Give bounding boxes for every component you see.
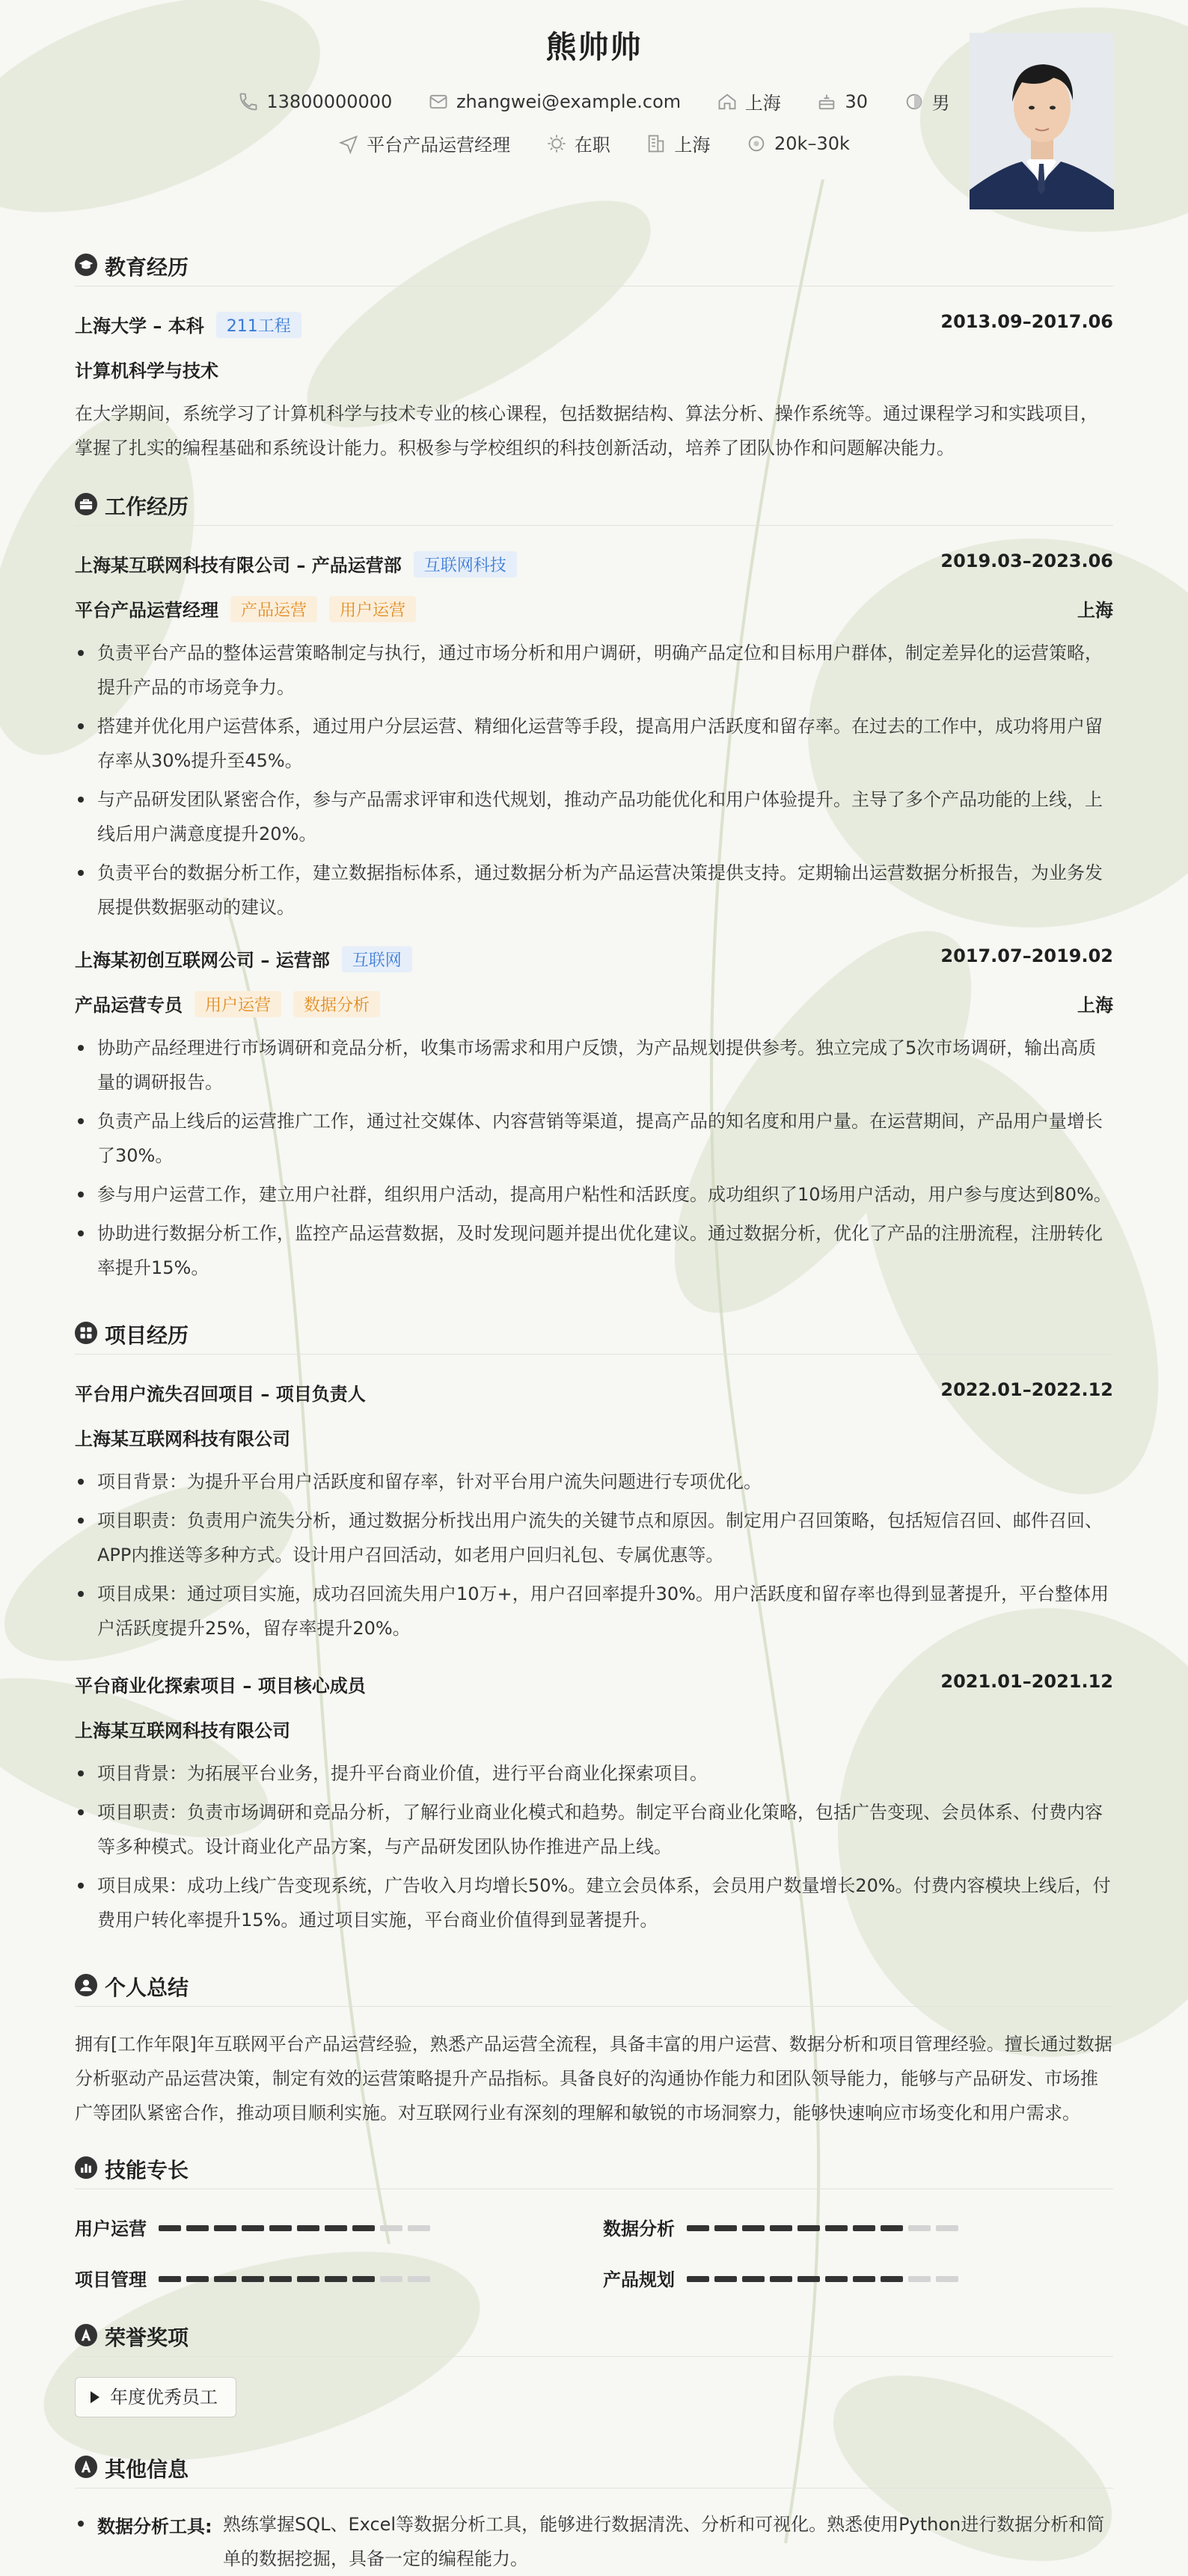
- project-name: 平台商业化探索项目 – 项目核心成员: [75, 1675, 366, 1696]
- skill-item: [603, 2214, 992, 2239]
- project-1-org: [75, 1424, 1113, 1450]
- skill-segment-empty: [408, 2276, 430, 2282]
- job-title: 平台产品运营经理: [75, 600, 218, 621]
- skill-segment-empty: [908, 2225, 931, 2231]
- skill-segment-filled: [159, 2276, 181, 2282]
- company-name: 上海某初创互联网公司 – 运营部: [75, 950, 330, 971]
- work-city: 上海: [1077, 600, 1113, 621]
- list-item: 协助进行数据分析工作，监控产品运营数据，及时发现问题并提出优化建议。通过数据分析，优化了产品的注册流程，注册转化率提升15%。: [75, 1216, 1113, 1285]
- gender-icon: [904, 91, 925, 112]
- skill-segment-filled: [242, 2225, 264, 2231]
- list-item: 负责产品上线后的运营推广工作，通过社交媒体、内容营销等渠道，提高产品的知名度和用户量。在运营期间，产品用户量增长了30%。: [75, 1104, 1113, 1173]
- skill-segment-filled: [881, 2276, 903, 2282]
- skill-segment-filled: [881, 2225, 903, 2231]
- skill-segment-filled: [297, 2276, 319, 2282]
- skill-segment-filled: [853, 2276, 875, 2282]
- skill-segment-filled: [742, 2225, 765, 2231]
- age-icon: [816, 91, 837, 112]
- status-icon: [546, 133, 567, 154]
- home-icon: [717, 91, 738, 112]
- mail-icon: [428, 91, 449, 112]
- salary-item: 20k–30k: [746, 132, 850, 154]
- work-entry-2-header: [75, 945, 1113, 971]
- work-city: 上海: [1077, 995, 1113, 1016]
- skill-name: 用户运营: [75, 2218, 147, 2239]
- skill-name: 数据分析: [603, 2218, 675, 2239]
- job-title: 产品运营专员: [75, 995, 183, 1016]
- school-tag: 211工程: [216, 312, 301, 338]
- list-item: 协助产品经理进行市场调研和竞品分析，收集市场需求和用户反馈，为产品规划提供参考。独立完成了5次市场调研，输出高质量的调研报告。: [75, 1031, 1113, 1100]
- candidate-name: 熊帅帅: [545, 29, 643, 65]
- summary-text: 拥有[工作年限]年互联网平台产品运营经验，熟悉产品运营全流程，具备丰富的用户运营、数据分析和项目管理经验。擅长通过数据分析驱动产品运营决策，制定有效的运营策略提升产品指标。具备良好的沟通协作能力和团队领导能力，能够与产品研发、市场推广等团队紧密合作，推动项目顺利实施。对互联网行业有深刻的理解和敏锐的市场洞察力，能够快速响应市场变化和用户需求。: [75, 2034, 1112, 2123]
- other-label: 数据分析工具:: [97, 2516, 212, 2537]
- skill-segment-filled: [853, 2225, 875, 2231]
- work-date: 2019.03–2023.06: [940, 551, 1113, 571]
- salary-icon: [746, 133, 767, 154]
- send-icon: [338, 133, 359, 154]
- work-entry-2-bullets: [75, 1031, 1113, 1289]
- skill-segment-filled: [352, 2225, 375, 2231]
- list-item: 项目成果：成功上线广告变现系统，广告收入月均增长50%。建立会员体系，会员用户数量增长20%。付费内容模块上线后，付费用户转化率提升15%。通过项目实施，平台商业价值得到显著提升。: [75, 1868, 1113, 1937]
- other-text: 熟练掌握SQL、Excel等数据分析工具，能够进行数据清洗、分析和可视化。熟悉使用Python进行数据分析和简单的数据挖掘，具备一定的编程能力。: [223, 2514, 1105, 2569]
- job-tag: 数据分析: [293, 991, 380, 1017]
- list-item: 项目背景：为提升平台用户活跃度和留存率，针对平台用户流失问题进行专项优化。: [75, 1465, 1113, 1499]
- location-item: 上海: [717, 88, 781, 114]
- age-item: 30: [816, 91, 868, 112]
- job-tag: 用户运营: [329, 596, 416, 622]
- industry-tag: 互联网: [342, 946, 412, 972]
- skill-segment-filled: [797, 2276, 820, 2282]
- list-item: 与产品研发团队紧密合作，参与产品需求评审和迭代规划，推动产品功能优化和用户体验提升。主导了多个产品功能的上线，上线后用户满意度提升20%。: [75, 782, 1113, 851]
- project-2-org: [75, 1716, 1113, 1741]
- major-name: 计算机科学与技术: [75, 361, 218, 381]
- skill-segment-empty: [408, 2225, 430, 2231]
- graduation-cap-icon: [75, 254, 97, 276]
- profile-photo: [970, 33, 1114, 209]
- work-section-header: 工作经历: [75, 489, 1113, 526]
- skill-segment-filled: [325, 2225, 347, 2231]
- project-name: 平台用户流失召回项目 – 项目负责人: [75, 1384, 366, 1405]
- skill-segment-filled: [770, 2225, 792, 2231]
- skill-item: [75, 2214, 464, 2239]
- skill-segment-filled: [714, 2276, 737, 2282]
- company-name: 上海某互联网科技有限公司 – 产品运营部: [75, 555, 402, 576]
- project-2-bullets: [75, 1756, 1113, 1942]
- skill-segment-filled: [714, 2225, 737, 2231]
- industry-tag: 互联网科技: [414, 551, 517, 577]
- bar-chart-icon: [75, 2156, 97, 2179]
- project-organization: 上海某互联网科技有限公司: [75, 1720, 290, 1741]
- award-icon: [75, 2324, 97, 2346]
- skill-segment-empty: [936, 2225, 958, 2231]
- project-2-header: [75, 1671, 1113, 1696]
- briefcase-icon: [75, 493, 97, 515]
- summary-section-header: 个人总结: [75, 1970, 1113, 2007]
- skill-segment-filled: [269, 2276, 292, 2282]
- list-item: 负责平台产品的整体运营策略制定与执行，通过市场分析和用户调研，明确产品定位和目标用户群体，制定差异化的运营策略，提升产品的市场竞争力。: [75, 636, 1113, 705]
- school-name: 上海大学 – 本科: [75, 316, 204, 337]
- education-date: 2013.09–2017.06: [940, 311, 1113, 332]
- education-section-header: 教育经历: [75, 250, 1113, 286]
- list-item: 项目成果：通过项目实施，成功召回流失用户10万+，用户召回率提升30%。用户活跃度和留存率也得到显著提升，平台整体用户活跃度提升25%，留存率提升20%。: [75, 1577, 1113, 1646]
- skill-segment-empty: [936, 2276, 958, 2282]
- awards-section-header: 荣誉奖项: [75, 2320, 1113, 2357]
- job-tag: 用户运营: [195, 991, 281, 1017]
- award-badge: [75, 2377, 236, 2417]
- list-item: 搭建并优化用户运营体系，通过用户分层运营、精细化运营等手段，提高用户活跃度和留存率。在过去的工作中，成功将用户留存率从30%提升至45%。: [75, 709, 1113, 778]
- skill-segment-filled: [186, 2225, 209, 2231]
- list-item: 项目背景：为拓展平台业务，提升平台商业价值，进行平台商业化探索项目。: [75, 1756, 1113, 1791]
- building-icon: [646, 133, 667, 154]
- phone-item: 13800000000: [238, 91, 392, 112]
- work-entry-1-bullets: [75, 636, 1113, 929]
- skill-segment-filled: [742, 2276, 765, 2282]
- award-name: 年度优秀员工: [110, 2387, 218, 2408]
- grid-icon: [75, 1322, 97, 1344]
- work-entry-1-title: [75, 595, 1113, 621]
- skill-segment-filled: [797, 2225, 820, 2231]
- target-position-item: 平台产品运营经理: [338, 130, 510, 156]
- job-status-item: 在职: [546, 130, 610, 156]
- skill-segment-filled: [687, 2276, 709, 2282]
- play-icon: [91, 2391, 99, 2403]
- info-icon: [75, 2456, 97, 2478]
- work-entry-2-title: [75, 990, 1113, 1016]
- list-item: 参与用户运营工作，建立用户社群，组织用户活动，提高用户粘性和活跃度。成功组织了10场用户活动，用户参与度达到80%。: [75, 1177, 1113, 1212]
- other-section-header: 其他信息: [75, 2452, 1113, 2488]
- skill-segment-filled: [297, 2225, 319, 2231]
- skill-segment-filled: [352, 2276, 375, 2282]
- skill-segment-filled: [825, 2225, 848, 2231]
- job-tag: 产品运营: [230, 596, 317, 622]
- project-1-header: [75, 1379, 1113, 1405]
- education-entry-header: [75, 311, 1113, 337]
- project-date: 2021.01–2021.12: [940, 1671, 1113, 1692]
- work-entry-1-header: [75, 551, 1113, 576]
- skill-item: [75, 2265, 464, 2290]
- education-major-line: [75, 356, 1113, 381]
- skill-segment-empty: [380, 2225, 402, 2231]
- skill-segment-filled: [242, 2276, 264, 2282]
- skill-segment-filled: [186, 2276, 209, 2282]
- project-1-bullets: [75, 1465, 1113, 1650]
- skill-item: [603, 2265, 992, 2290]
- list-item: 负责平台的数据分析工作，建立数据指标体系，通过数据分析为产品运营决策提供支持。定期输出运营数据分析报告，为业务发展提供数据驱动的建议。: [75, 856, 1113, 924]
- skill-name: 产品规划: [603, 2269, 675, 2290]
- skill-name: 项目管理: [75, 2269, 147, 2290]
- email-item: zhangwei@example.com: [428, 91, 681, 112]
- projects-section-header: 项目经历: [75, 1318, 1113, 1355]
- skills-section-header: 技能专长: [75, 2153, 1113, 2189]
- user-icon: [75, 1974, 97, 1996]
- project-organization: 上海某互联网科技有限公司: [75, 1429, 290, 1450]
- work-date: 2017.07–2019.02: [940, 945, 1113, 966]
- skill-segment-filled: [269, 2225, 292, 2231]
- education-description: 在大学期间，系统学习了计算机科学与技术专业的核心课程，包括数据结构、算法分析、操作系统等。通过课程学习和实践项目，掌握了扎实的编程基础和系统设计能力。积极参与学校组织的科技创新活动，培养了团队协作和问题解决能力。: [75, 403, 1098, 459]
- skill-segment-filled: [159, 2225, 181, 2231]
- skill-segment-filled: [770, 2276, 792, 2282]
- skill-segment-empty: [380, 2276, 402, 2282]
- skill-segment-filled: [214, 2276, 236, 2282]
- phone-icon: [238, 91, 259, 112]
- skill-segment-filled: [325, 2276, 347, 2282]
- skill-segment-filled: [825, 2276, 848, 2282]
- gender-item: 男: [904, 88, 950, 114]
- target-city-item: 上海: [646, 130, 710, 156]
- list-item: 项目职责：负责用户流失分析，通过数据分析找出用户流失的关键节点和原因。制定用户召回策略，包括短信召回、邮件召回、APP内推送等多种方式。设计用户召回活动，如老用户回归礼包、专属优惠等。: [75, 1503, 1113, 1572]
- skill-segment-empty: [908, 2276, 931, 2282]
- skill-segment-filled: [687, 2225, 709, 2231]
- project-date: 2022.01–2022.12: [940, 1379, 1113, 1400]
- skill-segment-filled: [214, 2225, 236, 2231]
- bullet-dot: [78, 2521, 84, 2527]
- list-item: 项目职责：负责市场调研和竞品分析，了解行业商业化模式和趋势。制定平台商业化策略，包括广告变现、会员体系、付费内容等多种模式。设计商业化产品方案，与产品研发团队协作推进产品上线。: [75, 1795, 1113, 1864]
